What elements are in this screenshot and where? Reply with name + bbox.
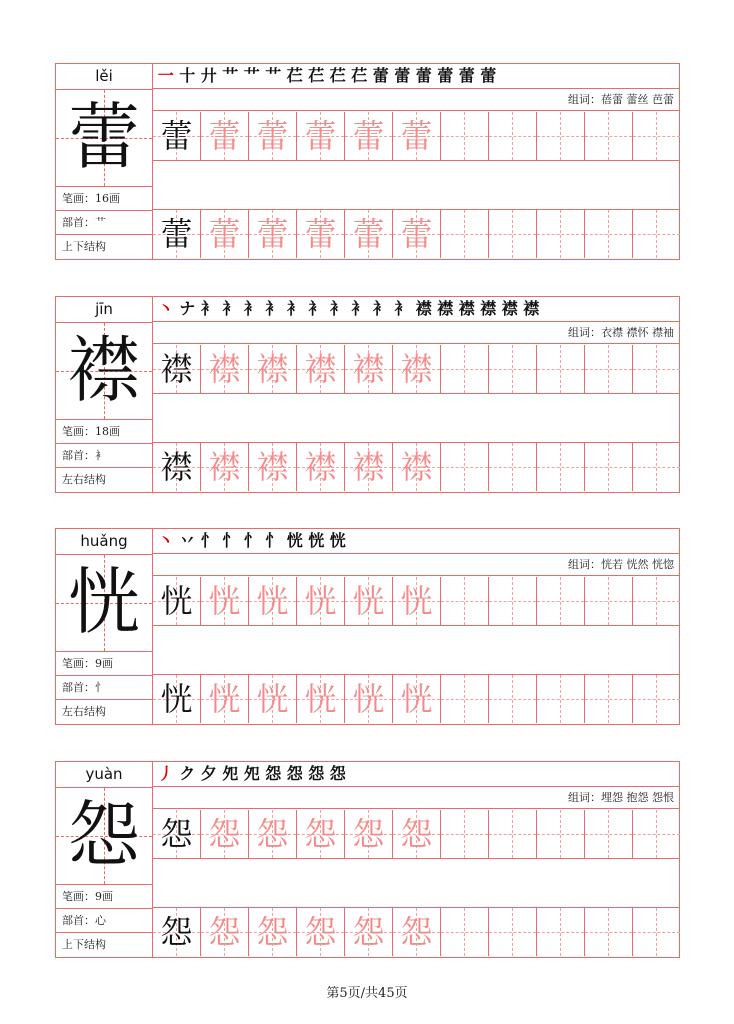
guide-line xyxy=(464,908,465,956)
grid-cell[interactable] xyxy=(249,210,297,258)
trace-character: 怨 xyxy=(256,913,289,951)
trace-character: 襟 xyxy=(256,350,289,388)
word-examples: 组词：恍若 恍然 恍惚 xyxy=(153,554,680,576)
stroke-step: 蕾 xyxy=(480,66,497,85)
grid-cell[interactable] xyxy=(345,345,393,393)
grid-cell[interactable] xyxy=(441,112,489,160)
grid-cell[interactable] xyxy=(345,675,393,723)
character-card xyxy=(55,761,680,958)
grid-cell[interactable] xyxy=(633,345,680,393)
stroke-step: 襟 xyxy=(437,299,454,318)
guide-line xyxy=(656,443,657,491)
model-character: 蕾 xyxy=(160,117,193,155)
guide-line xyxy=(656,908,657,956)
row-divider xyxy=(153,907,680,908)
grid-cell[interactable] xyxy=(393,675,441,723)
info-column xyxy=(56,64,153,259)
stroke-step: 衤 xyxy=(394,299,411,318)
grid-cell[interactable] xyxy=(297,675,345,723)
stroke-step: 芢 xyxy=(329,66,346,85)
grid-cell[interactable] xyxy=(585,810,633,858)
trace-character: 恍 xyxy=(352,582,385,620)
stroke-step: 夗 xyxy=(243,764,260,783)
grid-cell[interactable] xyxy=(297,810,345,858)
grid-cell[interactable] xyxy=(489,112,537,160)
trace-character: 蕾 xyxy=(256,117,289,155)
trace-character: 襟 xyxy=(256,448,289,486)
grid-cell[interactable] xyxy=(201,908,249,956)
stroke-step: 怨 xyxy=(329,764,346,783)
grid-cell[interactable] xyxy=(153,443,201,491)
stroke-count-label: 笔画：9画 xyxy=(56,885,152,909)
stroke-step: 怨 xyxy=(265,764,282,783)
guide-line xyxy=(560,112,561,160)
model-character: 怨 xyxy=(160,913,193,951)
big-character-cell xyxy=(56,788,152,885)
guide-line xyxy=(608,908,609,956)
grid-cell[interactable] xyxy=(153,908,201,956)
trace-character: 怨 xyxy=(352,913,385,951)
stroke-step: 十 xyxy=(179,66,196,85)
guide-line xyxy=(608,675,609,723)
grid-cell[interactable] xyxy=(537,112,585,160)
grid-cell[interactable] xyxy=(441,210,489,258)
guide-line xyxy=(464,210,465,258)
radical-label: 部首：忄 xyxy=(56,676,152,700)
radical-label: 部首：衤 xyxy=(56,444,152,468)
grid-cell[interactable] xyxy=(585,908,633,956)
structure-label: 上下结构 xyxy=(62,240,106,253)
stroke-step: 丶 xyxy=(157,299,174,318)
grid-cell[interactable] xyxy=(489,443,537,491)
guide-line xyxy=(656,112,657,160)
stroke-step: 衤 xyxy=(222,299,239,318)
grid-cell[interactable] xyxy=(249,345,297,393)
stroke-step: 艹 xyxy=(265,66,282,85)
grid-cell[interactable] xyxy=(201,112,249,160)
guide-line xyxy=(656,577,657,625)
trace-character: 襟 xyxy=(208,350,241,388)
grid-cell[interactable] xyxy=(153,345,201,393)
guide-line xyxy=(464,112,465,160)
grid-cell[interactable] xyxy=(345,577,393,625)
stroke-step: 忄 xyxy=(222,531,239,550)
stroke-step: 芢 xyxy=(308,66,325,85)
grid-cell[interactable] xyxy=(345,210,393,258)
guide-line xyxy=(464,577,465,625)
grid-cell[interactable] xyxy=(441,908,489,956)
grid-cell[interactable] xyxy=(249,675,297,723)
guide-line xyxy=(656,675,657,723)
trace-character: 怨 xyxy=(256,815,289,853)
grid-cell[interactable] xyxy=(441,577,489,625)
row-divider xyxy=(153,625,680,626)
guide-line xyxy=(560,210,561,258)
grid-cell[interactable] xyxy=(489,675,537,723)
radical-label: 部首：艹 xyxy=(56,211,152,235)
pinyin-label: lěi xyxy=(56,64,152,90)
grid-cell[interactable] xyxy=(297,443,345,491)
stroke-order-row xyxy=(153,529,680,554)
trace-character: 恍 xyxy=(256,680,289,718)
stroke-step: 怨 xyxy=(308,764,325,783)
trace-character: 怨 xyxy=(352,815,385,853)
grid-cell[interactable] xyxy=(585,112,633,160)
trace-character: 襟 xyxy=(304,350,337,388)
grid-cell[interactable] xyxy=(585,345,633,393)
stroke-step: 廾 xyxy=(200,66,217,85)
guide-line xyxy=(656,810,657,858)
pinyin-label: yuàn xyxy=(56,762,152,788)
stroke-step: 芢 xyxy=(351,66,368,85)
practice-row xyxy=(153,908,680,956)
guide-line xyxy=(512,577,513,625)
trace-character: 蕾 xyxy=(256,215,289,253)
big-character: 恍 xyxy=(67,560,140,644)
stroke-step: 丿 xyxy=(157,764,174,783)
character-card xyxy=(55,63,680,260)
grid-cell[interactable] xyxy=(633,210,680,258)
row-divider xyxy=(153,674,680,675)
practice-row xyxy=(153,210,680,258)
grid-cell[interactable] xyxy=(633,908,680,956)
grid-cell[interactable] xyxy=(201,210,249,258)
big-character: 襟 xyxy=(67,328,140,412)
stroke-step: 夕 xyxy=(200,764,217,783)
grid-cell[interactable] xyxy=(249,443,297,491)
practice-row xyxy=(153,345,680,393)
info-column xyxy=(56,529,153,724)
guide-line xyxy=(512,908,513,956)
grid-cell[interactable] xyxy=(537,577,585,625)
trace-character: 襟 xyxy=(208,448,241,486)
grid-cell[interactable] xyxy=(441,810,489,858)
grid-cell[interactable] xyxy=(585,210,633,258)
big-character: 蕾 xyxy=(67,95,140,179)
pinyin-label: huǎng xyxy=(56,529,152,555)
row-divider xyxy=(153,160,680,161)
guide-line xyxy=(560,345,561,393)
guide-line xyxy=(656,345,657,393)
grid-cell[interactable] xyxy=(153,210,201,258)
trace-character: 怨 xyxy=(400,913,433,951)
stroke-step: 衤 xyxy=(265,299,282,318)
guide-line xyxy=(608,443,609,491)
big-character-cell xyxy=(56,323,152,420)
model-character: 襟 xyxy=(160,448,193,486)
model-character: 恍 xyxy=(160,582,193,620)
grid-cell[interactable] xyxy=(393,112,441,160)
grid-cell[interactable] xyxy=(441,443,489,491)
grid-cell[interactable] xyxy=(537,908,585,956)
big-character-cell xyxy=(56,90,152,187)
info-column xyxy=(56,297,153,492)
guide-line xyxy=(560,675,561,723)
trace-character: 怨 xyxy=(400,815,433,853)
stroke-step: 艹 xyxy=(243,66,260,85)
stroke-step: 蕾 xyxy=(458,66,475,85)
grid-cell[interactable] xyxy=(249,810,297,858)
trace-character: 蕾 xyxy=(208,117,241,155)
guide-line xyxy=(656,210,657,258)
character-card xyxy=(55,528,680,725)
trace-character: 蕾 xyxy=(400,215,433,253)
guide-line xyxy=(560,577,561,625)
character-card xyxy=(55,296,680,493)
trace-character: 恍 xyxy=(208,680,241,718)
grid-cell[interactable] xyxy=(249,112,297,160)
stroke-count-label: 笔画：16画 xyxy=(56,187,152,211)
grid-cell[interactable] xyxy=(393,810,441,858)
trace-character: 襟 xyxy=(352,448,385,486)
grid-cell[interactable] xyxy=(633,577,680,625)
grid-cell[interactable] xyxy=(633,675,680,723)
guide-line xyxy=(560,908,561,956)
practice-row xyxy=(153,443,680,491)
practice-row xyxy=(153,675,680,723)
stroke-step: 蕾 xyxy=(415,66,432,85)
stroke-step: ク xyxy=(179,764,196,783)
grid-cell[interactable] xyxy=(345,443,393,491)
stroke-step: 忄 xyxy=(265,531,282,550)
grid-cell[interactable] xyxy=(249,577,297,625)
grid-cell[interactable] xyxy=(393,210,441,258)
stroke-step: 衤 xyxy=(243,299,260,318)
guide-line xyxy=(512,210,513,258)
grid-cell[interactable] xyxy=(585,577,633,625)
grid-cell[interactable] xyxy=(297,908,345,956)
stroke-order-row xyxy=(153,762,680,787)
trace-character: 恍 xyxy=(304,680,337,718)
trace-character: 襟 xyxy=(304,448,337,486)
trace-character: 襟 xyxy=(400,350,433,388)
info-column xyxy=(56,762,153,957)
grid-cell[interactable] xyxy=(633,443,680,491)
trace-character: 襟 xyxy=(400,448,433,486)
grid-cell[interactable] xyxy=(537,443,585,491)
trace-character: 怨 xyxy=(208,815,241,853)
guide-line xyxy=(512,443,513,491)
big-character-cell xyxy=(56,555,152,652)
grid-cell[interactable] xyxy=(345,908,393,956)
stroke-step: 丷 xyxy=(179,531,196,550)
grid-cell[interactable] xyxy=(297,577,345,625)
row-divider xyxy=(153,209,680,210)
grid-cell[interactable] xyxy=(297,112,345,160)
grid-cell[interactable] xyxy=(345,810,393,858)
grid-cell[interactable] xyxy=(393,345,441,393)
stroke-step: 恍 xyxy=(308,531,325,550)
stroke-step: 艹 xyxy=(222,66,239,85)
stroke-step: 蕾 xyxy=(372,66,389,85)
grid-cell[interactable] xyxy=(201,577,249,625)
stroke-step: 襟 xyxy=(480,299,497,318)
practice-row xyxy=(153,810,680,858)
grid-cell[interactable] xyxy=(489,810,537,858)
stroke-step: 恍 xyxy=(286,531,303,550)
guide-line xyxy=(512,112,513,160)
row-divider xyxy=(153,858,680,859)
radical-label: 部首：心 xyxy=(56,909,152,933)
model-character: 恍 xyxy=(160,680,193,718)
stroke-step: 襟 xyxy=(458,299,475,318)
grid-cell[interactable] xyxy=(345,112,393,160)
guide-line xyxy=(512,810,513,858)
grid-cell[interactable] xyxy=(201,443,249,491)
grid-cell[interactable] xyxy=(633,810,680,858)
stroke-step: 衤 xyxy=(372,299,389,318)
stroke-step: 衤 xyxy=(200,299,217,318)
trace-character: 恍 xyxy=(208,582,241,620)
grid-cell[interactable] xyxy=(633,112,680,160)
stroke-step: 衤 xyxy=(308,299,325,318)
grid-cell[interactable] xyxy=(537,210,585,258)
grid-cell[interactable] xyxy=(489,210,537,258)
trace-character: 蕾 xyxy=(208,215,241,253)
row-divider xyxy=(153,393,680,394)
stroke-step: 衤 xyxy=(329,299,346,318)
model-character: 蕾 xyxy=(160,215,193,253)
grid-cell[interactable] xyxy=(393,577,441,625)
big-character: 怨 xyxy=(67,793,140,877)
grid-cell[interactable] xyxy=(537,675,585,723)
grid-cell[interactable] xyxy=(489,577,537,625)
stroke-order-row xyxy=(153,64,680,89)
trace-character: 襟 xyxy=(352,350,385,388)
stroke-step: 芢 xyxy=(286,66,303,85)
grid-cell[interactable] xyxy=(297,210,345,258)
grid-cell[interactable] xyxy=(153,112,201,160)
guide-line xyxy=(464,675,465,723)
grid-cell[interactable] xyxy=(393,908,441,956)
guide-line xyxy=(464,345,465,393)
stroke-step: 恍 xyxy=(329,531,346,550)
stroke-step: 衤 xyxy=(351,299,368,318)
stroke-step: 忄 xyxy=(243,531,260,550)
practice-row xyxy=(153,112,680,160)
practice-row xyxy=(153,577,680,625)
guide-line xyxy=(512,345,513,393)
trace-character: 怨 xyxy=(304,913,337,951)
stroke-order-row xyxy=(153,297,680,322)
model-character: 襟 xyxy=(160,350,193,388)
trace-character: 恍 xyxy=(400,680,433,718)
stroke-step: 夗 xyxy=(222,764,239,783)
grid-cell[interactable] xyxy=(249,908,297,956)
grid-cell[interactable] xyxy=(201,810,249,858)
structure-label: 左右结构 xyxy=(62,705,106,718)
grid-cell[interactable] xyxy=(153,675,201,723)
guide-line xyxy=(512,675,513,723)
stroke-step: 襟 xyxy=(415,299,432,318)
stroke-step: ナ xyxy=(179,299,196,318)
grid-cell[interactable] xyxy=(201,345,249,393)
page-number: 第5页/共45页 xyxy=(326,986,408,1001)
guide-line xyxy=(608,810,609,858)
stroke-step: 一 xyxy=(157,66,174,85)
guide-line xyxy=(608,577,609,625)
grid-cell[interactable] xyxy=(153,810,201,858)
trace-character: 恍 xyxy=(400,582,433,620)
trace-character: 怨 xyxy=(304,815,337,853)
trace-character: 怨 xyxy=(208,913,241,951)
structure-label: 左右结构 xyxy=(62,473,106,486)
grid-cell[interactable] xyxy=(441,345,489,393)
stroke-step: 衤 xyxy=(286,299,303,318)
guide-line xyxy=(464,810,465,858)
trace-character: 蕾 xyxy=(400,117,433,155)
model-character: 怨 xyxy=(160,815,193,853)
grid-cell[interactable] xyxy=(489,908,537,956)
guide-line xyxy=(608,210,609,258)
trace-character: 恍 xyxy=(304,582,337,620)
pinyin-label: jīn xyxy=(56,297,152,323)
guide-line xyxy=(560,443,561,491)
row-divider xyxy=(153,442,680,443)
trace-character: 恍 xyxy=(256,582,289,620)
guide-line xyxy=(560,810,561,858)
trace-character: 蕾 xyxy=(352,117,385,155)
stroke-step: 忄 xyxy=(200,531,217,550)
grid-cell[interactable] xyxy=(489,345,537,393)
guide-line xyxy=(464,443,465,491)
word-examples: 组词：蓓蕾 蕾丝 芭蕾 xyxy=(153,89,680,111)
grid-cell[interactable] xyxy=(441,675,489,723)
grid-cell[interactable] xyxy=(153,577,201,625)
guide-line xyxy=(608,345,609,393)
grid-cell[interactable] xyxy=(537,810,585,858)
stroke-count-label: 笔画：18画 xyxy=(56,420,152,444)
stroke-step: 丶 xyxy=(157,531,174,550)
grid-cell[interactable] xyxy=(393,443,441,491)
grid-cell[interactable] xyxy=(201,675,249,723)
grid-cell[interactable] xyxy=(585,675,633,723)
structure-label: 上下结构 xyxy=(62,938,106,951)
trace-character: 蕾 xyxy=(352,215,385,253)
stroke-step: 蕾 xyxy=(437,66,454,85)
trace-character: 蕾 xyxy=(304,215,337,253)
stroke-step: 怨 xyxy=(286,764,303,783)
stroke-step: 襟 xyxy=(501,299,518,318)
word-examples: 组词：埋怨 抱怨 怨恨 xyxy=(153,787,680,809)
trace-character: 恍 xyxy=(352,680,385,718)
grid-cell[interactable] xyxy=(537,345,585,393)
grid-cell[interactable] xyxy=(297,345,345,393)
guide-line xyxy=(608,112,609,160)
stroke-step: 襟 xyxy=(523,299,540,318)
word-examples: 组词：衣襟 襟怀 襟袖 xyxy=(153,322,680,344)
grid-cell[interactable] xyxy=(585,443,633,491)
trace-character: 蕾 xyxy=(304,117,337,155)
stroke-step: 蕾 xyxy=(394,66,411,85)
stroke-count-label: 笔画：9画 xyxy=(56,652,152,676)
